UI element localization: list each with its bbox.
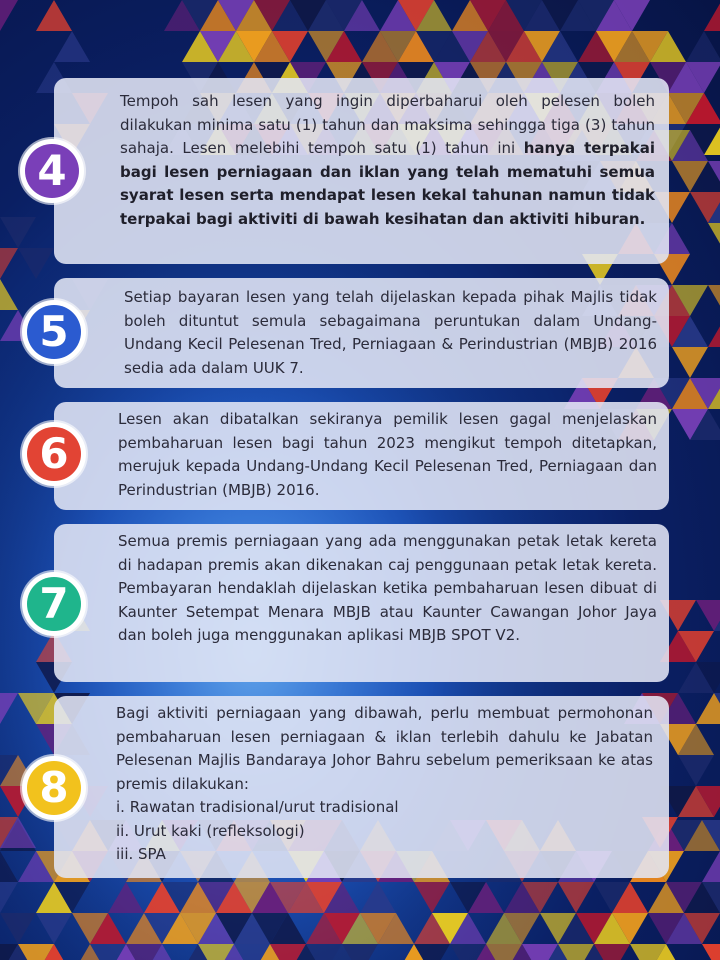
- info-card-5: [54, 278, 669, 388]
- info-card-4: [54, 78, 669, 264]
- badge-4-label: 4: [25, 144, 79, 198]
- badge-7-label: 7: [27, 577, 81, 631]
- info-card-7-text: Semua premis perniagaan yang ada menggunakan petak letak kereta di hadapan premis akan dikenakan caj penggunaan petak letak kereta. Pembayaran hendaklah dijelaskan ketika pembaharuan lesen dibuat di Kaunter Setempat Menara MBJB atau Kaunter Cawangan Johor Jaya dan boleh juga menggunakan aplikasi MBJB SPOT V2.: [118, 532, 657, 644]
- list-item: ii. Urut kaki (refleksologi): [116, 821, 305, 840]
- info-card-6-text: Lesen akan dibatalkan sekiranya pemilik lesen gagal menjelaskan pembaharuan lesen bagi tahun 2023 mengikut tempoh ditetapkan, merujuk kepada Undang-Undang Kecil Pelesenan Tred, Perniagaan dan Perindustrian (MBJB) 2016.: [118, 410, 657, 499]
- info-card-8-text: Bagi aktiviti perniagaan yang dibawah, perlu membuat permohonan pembaharuan lesen perniagaan & iklan terlebih dahulu ke Jabatan Pelesenan Majlis Bandaraya Johor Bahru sebelum pemeriksaan ke atas premis dilakukan:: [116, 704, 653, 793]
- info-card-6: [54, 402, 669, 510]
- info-card-4-text: Tempoh sah lesen yang ingin diperbaharui oleh pelesen boleh dilakukan minima satu (1) tahun dan maksima sehingga tiga (3) tahun sahaja. Lesen melebihi tempoh satu (1) tahun ini hanya terpakai bagi lesen perniagaan dan iklan yang telah mematuhi semua syarat lesen serta mendapat lesen kekal tahunan namun tidak terpakai bagi aktiviti di bawah kesihatan dan aktiviti hiburan.: [120, 92, 655, 228]
- badge-8-label: 8: [27, 761, 81, 815]
- badge-5: [22, 300, 86, 364]
- list-item: iii. SPA: [116, 845, 166, 863]
- badge-7: [22, 572, 86, 636]
- badge-8: [22, 756, 86, 820]
- info-card-4-bold: hanya terpakai bagi lesen perniagaan dan iklan yang telah mematuhi semua syarat lesen serta mendapat lesen kekal tahunan namun tidak terpakai bagi aktiviti di bawah kesihatan dan aktiviti hiburan.: [120, 139, 655, 228]
- badge-4: [20, 139, 84, 203]
- badge-6: [22, 422, 86, 486]
- info-card-5-text: Setiap bayaran lesen yang telah dijelaskan kepada pihak Majlis tidak boleh dituntut semula sebagaimana peruntukan dalam Undang-Undang Kecil Pelesenan Tred, Perniagaan & Perindustrian (MBJB) 2016 sedia ada dalam UUK 7.: [124, 288, 657, 377]
- info-card-7: [54, 524, 669, 682]
- badge-6-label: 6: [27, 427, 81, 481]
- badge-5-label: 5: [27, 305, 81, 359]
- list-item: i. Rawatan tradisional/urut tradisional: [116, 798, 399, 816]
- info-card-8: [54, 696, 669, 878]
